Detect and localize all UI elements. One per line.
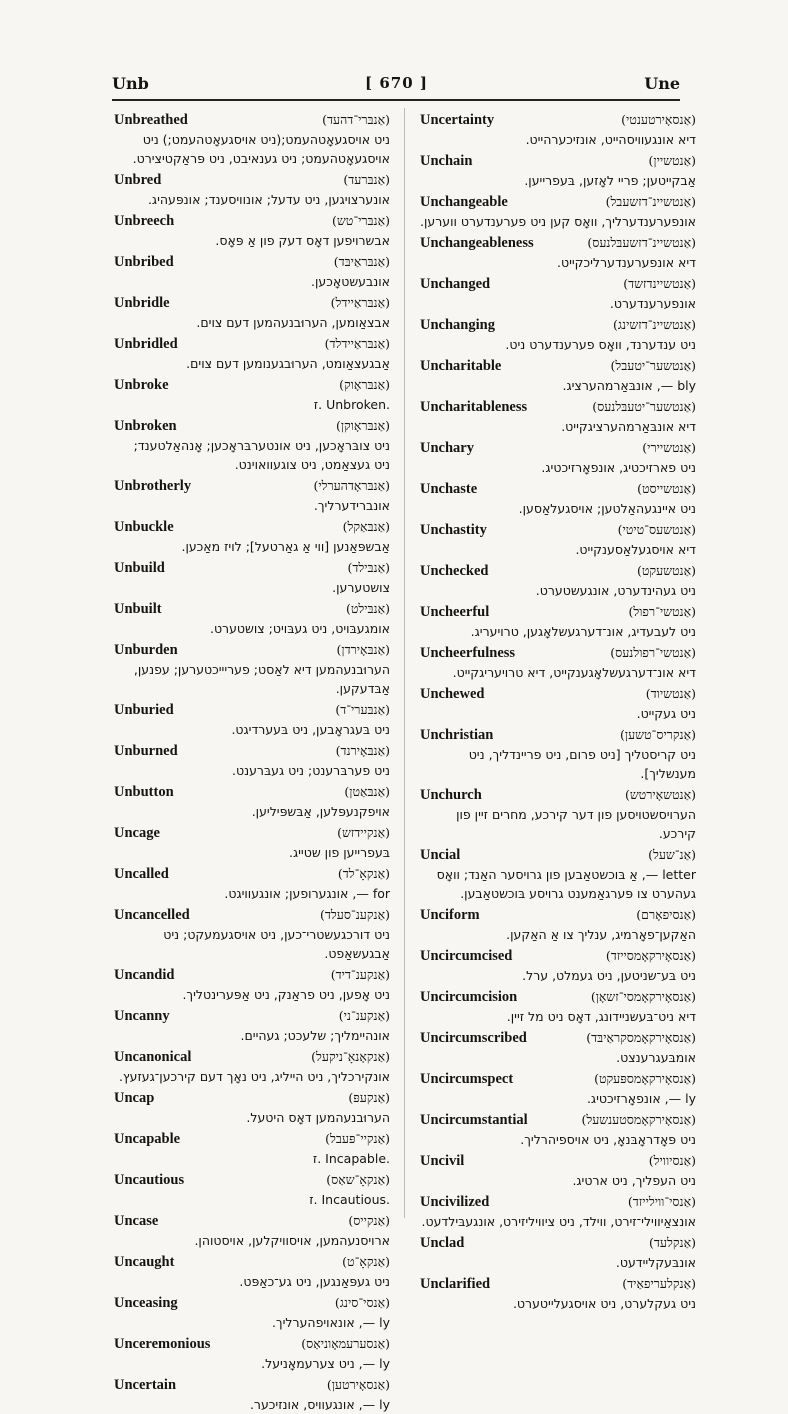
entry-headword: Unbred — [114, 172, 162, 188]
dictionary-entry — [420, 643, 696, 682]
dictionary-entry — [114, 1129, 390, 1168]
page-header — [112, 70, 680, 96]
entry-headword: Unburied — [114, 702, 174, 718]
dictionary-entry — [420, 905, 696, 944]
entry-definition: ניט לעבעדיג, אונ־דערגעשלאָגען, טרויעריג. — [470, 624, 696, 639]
entry-pronunciation: (אַנקאָ־לד) — [337, 866, 390, 881]
entry-headword: Unchastity — [420, 522, 487, 538]
entry-pronunciation: (אַנבּאָירדן) — [336, 642, 390, 657]
dictionary-entry — [420, 438, 696, 477]
entry-headword: Unchurch — [420, 787, 482, 803]
entry-pronunciation: (אַנבּראָוקן) — [335, 418, 390, 433]
entry-definition: .Incapable .ז — [312, 1151, 390, 1166]
entry-pronunciation: (אַנטשיינ־דזשינג) — [613, 317, 696, 332]
entry-pronunciation: (אַנסאָירקאָמסטענשעל) — [581, 1112, 696, 1127]
entry-definition: אונברידערליך. — [313, 498, 390, 513]
entry-headword: Unbreathed — [114, 112, 188, 128]
entry-pronunciation: (אַנקיידזש) — [337, 825, 390, 840]
dictionary-entry — [420, 987, 696, 1026]
dictionary-entry — [420, 1192, 696, 1231]
entry-definition: ניט קריסטליך [ניט פרום, ניט פריינדליך, ניט מענשליך]. — [468, 747, 696, 781]
dictionary-entry — [114, 293, 390, 332]
entry-headword: Uncircumcision — [420, 989, 518, 1005]
entry-headword: Uncapable — [114, 1131, 181, 1147]
entry-pronunciation: (אַנקיי־פּעבל) — [325, 1131, 390, 1146]
entry-definition: ניט אויסגעאָטהעמט;(ניט אויסגעאָטהעמט;) ניט אויסגעאָטהעמט; ניט גענאיבט, ניט פּראַקטיצירט. — [132, 132, 390, 166]
entry-pronunciation: (אַנקריס־טשען) — [620, 727, 696, 742]
entry-headword: Unbridle — [114, 295, 170, 311]
header-rule — [112, 99, 680, 101]
entry-definition: דיא אונבּאַרמהערציגקייט. — [561, 419, 696, 434]
entry-pronunciation: (אַנטשיינ־דזשעבל) — [605, 194, 696, 209]
entry-headword: Uncertain — [114, 1377, 177, 1393]
entry-pronunciation: (אַנקאָ־שאַס) — [326, 1172, 390, 1187]
dictionary-entry — [114, 416, 390, 474]
entry-definition: ניט געקלערט, ניט אויסגעלייטערט. — [512, 1296, 696, 1311]
dictionary-entry — [114, 1170, 390, 1209]
dictionary-entry — [420, 151, 696, 190]
entry-pronunciation: (אַנסאָירקאָמסי־זשאָן) — [590, 989, 696, 1004]
entry-headword: Unchain — [420, 153, 473, 169]
entry-pronunciation: (אַנטשיוד) — [645, 686, 696, 701]
entry-definition: אַבקייטען; פריי לאָזען, בּעפרייען. — [524, 173, 696, 188]
entry-definition: אונבעשטאָכען. — [311, 274, 390, 289]
entry-pronunciation: (אַנטשער־יטעבּלנעס) — [592, 399, 696, 414]
dictionary-entry — [420, 1028, 696, 1067]
entry-headword: Unbuild — [114, 560, 165, 576]
entry-pronunciation: (אַנבּרי־טש) — [332, 213, 390, 228]
right-guide-word: Une — [644, 73, 680, 93]
entry-pronunciation: (אַנבּרעד) — [343, 172, 390, 187]
entry-pronunciation: (אַנבּראַיידלד) — [324, 336, 390, 351]
entry-headword: Uncharitableness — [420, 399, 528, 415]
entry-headword: Uncertainty — [420, 112, 495, 128]
entry-pronunciation: (אַנקלעד) — [649, 1235, 696, 1250]
entry-pronunciation: (אַנקאָנאָ־ניקעל) — [311, 1049, 390, 1064]
right-column — [420, 110, 696, 1311]
entry-definition: ניט פּאָדראָבּנאָ, ניט אויספיהרליך. — [520, 1132, 696, 1147]
entry-headword: Unceremonious — [114, 1336, 211, 1352]
entry-headword: Unburned — [114, 743, 178, 759]
entry-headword: Unbrotherly — [114, 478, 192, 494]
dictionary-entry — [114, 599, 390, 638]
dictionary-entry — [420, 274, 696, 313]
entry-definition: for —, אונגערופען; אונגעוויגט. — [224, 886, 390, 901]
entry-headword: Unclad — [420, 1235, 465, 1251]
dictionary-entry — [114, 864, 390, 903]
entry-headword: Uncancelled — [114, 907, 190, 923]
dictionary-entry — [420, 315, 696, 354]
entry-definition: דיא אויסגעלאַסענקייט. — [575, 542, 696, 557]
entry-headword: Unceasing — [114, 1295, 178, 1311]
entry-pronunciation: (אַנקייס) — [348, 1213, 390, 1228]
entry-definition: אַבשפּאַנען [ווי אַ גאַרטעל]; לויז מאַכען. — [181, 539, 390, 554]
entry-pronunciation: (אַנסאָירטענטי) — [621, 112, 696, 127]
dictionary-entry — [420, 1151, 696, 1190]
entry-pronunciation: (אַנקאָ־ט) — [342, 1254, 390, 1269]
dictionary-entry — [420, 946, 696, 985]
entry-definition: ניט דורכגעשטרי־כען, ניט אויסגעמעקט; ניט אַבגעשאַפט. — [163, 927, 390, 961]
dictionary-entry — [420, 845, 696, 903]
entry-definition: ניט צובּראָכען, ניט אונטערבּראָכען; אָנהאַלטענד; ניט געצאַמט, ניט צוגעוואוינט. — [133, 438, 390, 472]
entry-headword: Uncalled — [114, 866, 169, 882]
entry-headword: Unbuilt — [114, 601, 162, 617]
entry-headword: Uncial — [420, 847, 461, 863]
entry-pronunciation: (אַנסי־ווילייזד) — [627, 1194, 696, 1209]
entry-definition: הערויסשטויסען פון דער קירכע, מחרים זיין פון קירכע. — [456, 807, 696, 841]
entry-definition: אונפערענדערט. — [609, 296, 696, 311]
entry-pronunciation: (אַנסאָירקאָמספּעקט) — [594, 1071, 696, 1086]
entry-headword: Uncheerful — [420, 604, 490, 620]
dictionary-entry — [114, 741, 390, 780]
dictionary-entry — [114, 211, 390, 250]
entry-pronunciation: (אַנטשעקט) — [636, 563, 696, 578]
entry-headword: Unbridled — [114, 336, 178, 352]
dictionary-entry — [420, 1069, 696, 1108]
dictionary-entry — [420, 479, 696, 518]
entry-headword: Uncharitable — [420, 358, 502, 374]
entry-definition: ly —, אונאויפהערליך. — [271, 1315, 390, 1330]
entry-definition: ly —, אונפאָרזיכטיג. — [586, 1091, 696, 1106]
entry-definition: אונערצויגען, ניט עדעל; אונוויסענד; אונפּעהיג. — [147, 192, 390, 207]
dictionary-entry — [420, 785, 696, 843]
dictionary-entry — [114, 1047, 390, 1086]
entry-definition: .Unbroken .ז — [313, 397, 390, 412]
entry-pronunciation: (אַנסערעמאָוניאַס) — [301, 1336, 390, 1351]
entry-pronunciation: (אַנסיפאָרם) — [636, 907, 696, 922]
entry-pronunciation: (אַנקעפּ) — [348, 1090, 390, 1105]
entry-headword: Unchanging — [420, 317, 495, 333]
entry-definition: אומגעבּויט, ניט געבּויט; צושטערט. — [209, 621, 390, 636]
entry-headword: Uncircumspect — [420, 1071, 514, 1087]
entry-headword: Unchewed — [420, 686, 485, 702]
entry-pronunciation: (אַנקלעריפאַיד) — [622, 1276, 696, 1291]
entry-headword: Unchristian — [420, 727, 494, 743]
dictionary-entry — [420, 561, 696, 600]
dictionary-entry — [420, 356, 696, 395]
dictionary-entry — [114, 1252, 390, 1291]
dictionary-entry — [420, 1110, 696, 1149]
dictionary-entry — [114, 334, 390, 373]
entry-definition: אונהיימליך; שלעכט; געהיים. — [240, 1028, 390, 1043]
entry-definition: אומבּעגרענצט. — [616, 1050, 696, 1065]
entry-headword: Unbribed — [114, 254, 174, 270]
dictionary-entry — [420, 397, 696, 436]
entry-pronunciation: (אַנסאָירקאָמסייזד) — [605, 948, 696, 963]
entry-pronunciation: (אַנבּראַיבּד) — [333, 254, 390, 269]
entry-definition: ניט ענדערנד, וואָס פערענדערט ניט. — [505, 337, 696, 352]
dictionary-entry — [420, 1233, 696, 1272]
entry-headword: Unbutton — [114, 784, 174, 800]
entry-definition: letter —, אַ בּוכשטאַבען פון גרויסער האַנד; וואָס געהערט צו פּערגאַמענט גרויסע בּוכשטאַבען. — [436, 867, 696, 901]
entry-definition: .Incautious .ז — [309, 1192, 390, 1207]
entry-definition: ניט געקייט. — [636, 706, 696, 721]
left-column — [114, 110, 390, 1412]
entry-headword: Unchangeable — [420, 194, 508, 210]
entry-headword: Uncircumstantial — [420, 1112, 528, 1128]
dictionary-entry — [114, 640, 390, 698]
dictionary-entry — [114, 476, 390, 515]
entry-definition: ly —, אונגעוויס, אונזיכער. — [249, 1397, 390, 1412]
entry-definition: האַקען־פאָרמיג, ענליך צו אַ האַקען. — [506, 927, 696, 942]
entry-pronunciation: (אַנטשיירי) — [642, 440, 696, 455]
entry-pronunciation: (אַנבּראָדהערלי) — [313, 478, 390, 493]
entry-pronunciation: (אַנטשי־רפולנעס) — [610, 645, 696, 660]
entry-headword: Uncase — [114, 1213, 159, 1229]
entry-headword: Uncircumcised — [420, 948, 513, 964]
entry-pronunciation: (אַנטשיין) — [648, 153, 696, 168]
dictionary-entry — [420, 602, 696, 641]
entry-definition: אַבגעצאַומט, הערוּבגענומען דעם צוים. — [186, 356, 390, 371]
entry-pronunciation: (אַנ־שעל) — [648, 847, 696, 862]
entry-headword: Uncircumscribed — [420, 1030, 527, 1046]
entry-pronunciation: (אַנבּאַטן) — [344, 784, 390, 799]
dictionary-entry — [114, 1211, 390, 1250]
entry-headword: Uncheerfulness — [420, 645, 516, 661]
column-divider — [404, 108, 405, 1218]
entry-headword: Uncivilized — [420, 1194, 490, 1210]
entry-headword: Uncanonical — [114, 1049, 192, 1065]
entry-headword: Unchaste — [420, 481, 478, 497]
dictionary-entry — [420, 192, 696, 231]
entry-pronunciation: (אַנטשער־יטעבל) — [610, 358, 696, 373]
entry-pronunciation: (אַנבּערי־ד) — [335, 702, 390, 717]
dictionary-entry — [114, 170, 390, 209]
entry-definition: ארויסנעהמען, אויסוויקלען, אויסטוהן. — [194, 1233, 390, 1248]
dictionary-entry — [114, 965, 390, 1004]
entry-definition: דיא אונ־דערגעשלאָגענקייט, דיא טרויעריגקייט. — [452, 665, 696, 680]
entry-definition: bly —, אונבּאַרמהערציג. — [562, 378, 696, 393]
dictionary-entry — [114, 1088, 390, 1127]
entry-pronunciation: (אַנסאָירטען) — [326, 1377, 390, 1392]
entry-definition: ניט פארזיכטיג, אונפאָרזיכטיג. — [541, 460, 696, 475]
entry-pronunciation: (אַנבּאָירנד) — [335, 743, 390, 758]
dictionary-entry — [420, 725, 696, 783]
entry-definition: ניט געפּאַנגען, ניט גע־כאַפּט. — [239, 1274, 390, 1289]
entry-definition: אויפקנעפּלען, אַבּשפּיליען. — [251, 804, 390, 819]
entry-definition: בּעפרייען פון שטייג. — [289, 845, 390, 860]
dictionary-entry — [420, 520, 696, 559]
entry-definition: ניט איינגעהאַלטען; אויסגעלאַסען. — [518, 501, 696, 516]
entry-pronunciation: (אַנבּראַיידל) — [330, 295, 390, 310]
entry-definition: ניט העפליך, ניט ארטיג. — [572, 1173, 696, 1188]
entry-definition: אונקירכליך, ניט הייליג, ניט נאָך דעם קירכען־געזעץ. — [118, 1069, 390, 1084]
entry-pronunciation: (אַנבּאַקל) — [342, 519, 390, 534]
dictionary-entry — [114, 1375, 390, 1414]
entry-headword: Unchangeableness — [420, 235, 534, 251]
dictionary-entry — [420, 684, 696, 723]
dictionary-entry — [114, 1334, 390, 1373]
entry-headword: Unclarified — [420, 1276, 491, 1292]
entry-definition: אונבּעקליידעט. — [615, 1255, 696, 1270]
entry-headword: Uncivil — [420, 1153, 465, 1169]
entry-definition: דיא ניט־בּעשניידונג, דאָס ניט מל זיין. — [506, 1009, 696, 1024]
entry-headword: Unburden — [114, 642, 178, 658]
entry-headword: Uncandid — [114, 967, 175, 983]
entry-definition: אונפערענדערליך, וואָס קען ניט פערענדערט ווערען. — [420, 214, 696, 229]
entry-pronunciation: (אַנסאָירקאָמסקראַיבּד) — [586, 1030, 696, 1045]
entry-headword: Unbroken — [114, 418, 177, 434]
entry-pronunciation: (אַנקענ־דיד) — [330, 967, 390, 982]
entry-definition: ניט פערבּרענט; ניט געבּרענט. — [231, 763, 390, 778]
dictionary-entry — [114, 517, 390, 556]
entry-headword: Unchecked — [420, 563, 489, 579]
entry-pronunciation: (אַנטשייסט) — [637, 481, 696, 496]
entry-pronunciation: (אַנטשאָירטש) — [624, 787, 696, 802]
dictionary-entry — [114, 1293, 390, 1332]
entry-pronunciation: (אַנסיוויל) — [648, 1153, 696, 1168]
dictionary-entry — [114, 823, 390, 862]
entry-headword: Unbreech — [114, 213, 175, 229]
dictionary-entry — [420, 233, 696, 272]
left-guide-word: Unb — [112, 73, 149, 93]
entry-headword: Uncanny — [114, 1008, 170, 1024]
entry-pronunciation: (אַנסי־סינג) — [334, 1295, 390, 1310]
entry-pronunciation: (אַנטשיינ־דזשעבּלנעס) — [587, 235, 696, 250]
entry-pronunciation: (אַנטשיינדזשד) — [623, 276, 696, 291]
dictionary-entry — [114, 558, 390, 597]
dictionary-entry — [114, 375, 390, 414]
entry-headword: Uncage — [114, 825, 160, 841]
entry-definition: אבצאַומען, הערוּבנעהמען דעם צוים. — [196, 315, 390, 330]
entry-definition: אונצאַיווילי־זירט, ווילד, ניט ציוויליזירט, אונגעבּילדעט. — [421, 1214, 696, 1229]
entry-definition: אבשרויפען דאָס דעק פון אַ פּאָס. — [215, 233, 390, 248]
entry-headword: Uncautious — [114, 1172, 185, 1188]
entry-headword: Unchary — [420, 440, 474, 456]
entry-headword: Uncap — [114, 1090, 155, 1106]
dictionary-entry — [114, 700, 390, 739]
entry-definition: ניט אָפען, ניט פראַנק, ניט אַפּערינטליך. — [182, 987, 390, 1002]
entry-headword: Uncaught — [114, 1254, 175, 1270]
entry-definition: הערוּבנעהמען דאָס היטעל. — [246, 1110, 390, 1125]
entry-definition: ניט בּעגראָבען, ניט בּעערדיגט. — [231, 722, 390, 737]
entry-definition: הערוּבנעהמען דיא לאַסט; פעריייכטערען; עפנען, אַבּדעקען. — [133, 662, 390, 696]
entry-definition: דיא אונפערענדערליכקייט. — [557, 255, 696, 270]
entry-pronunciation: (אַנטשעס־טיטי) — [617, 522, 696, 537]
entry-headword: Unbuckle — [114, 519, 174, 535]
entry-headword: Unbroke — [114, 377, 169, 393]
dictionary-entry — [114, 782, 390, 821]
dictionary-entry — [114, 1006, 390, 1045]
entry-definition: דיא אונגעוויסהייט, אונזיכערהייט. — [525, 132, 696, 147]
entry-definition: ניט געהינדערט, אונגעשטערט. — [535, 583, 696, 598]
entry-definition: ניט בּע־שניטען, ניט געמלט, ערל. — [522, 968, 696, 983]
dictionary-entry — [420, 1274, 696, 1313]
entry-definition: צושטערען. — [332, 580, 390, 595]
dictionary-entry — [114, 252, 390, 291]
dictionary-entry — [114, 110, 390, 168]
entry-pronunciation: (אַנטשי־רפול) — [628, 604, 696, 619]
dictionary-entry — [114, 905, 390, 963]
entry-headword: Unchanged — [420, 276, 491, 292]
entry-pronunciation: (אַנבּילד) — [347, 560, 390, 575]
entry-pronunciation: (אַנקענ־סעלד) — [320, 907, 390, 922]
page-number: [ 670 ] — [365, 74, 428, 92]
entry-definition: ly —, ניט צערעמאָניעל. — [261, 1356, 390, 1371]
entry-pronunciation: (אַנבּילט) — [345, 601, 390, 616]
entry-pronunciation: (אַנקענ־ני) — [338, 1008, 390, 1023]
entry-headword: Unciform — [420, 907, 480, 923]
entry-pronunciation: (אַנבּרי־דהעד) — [322, 112, 390, 127]
dictionary-entry — [420, 110, 696, 149]
entry-pronunciation: (אַנבּראָוק) — [339, 377, 390, 392]
